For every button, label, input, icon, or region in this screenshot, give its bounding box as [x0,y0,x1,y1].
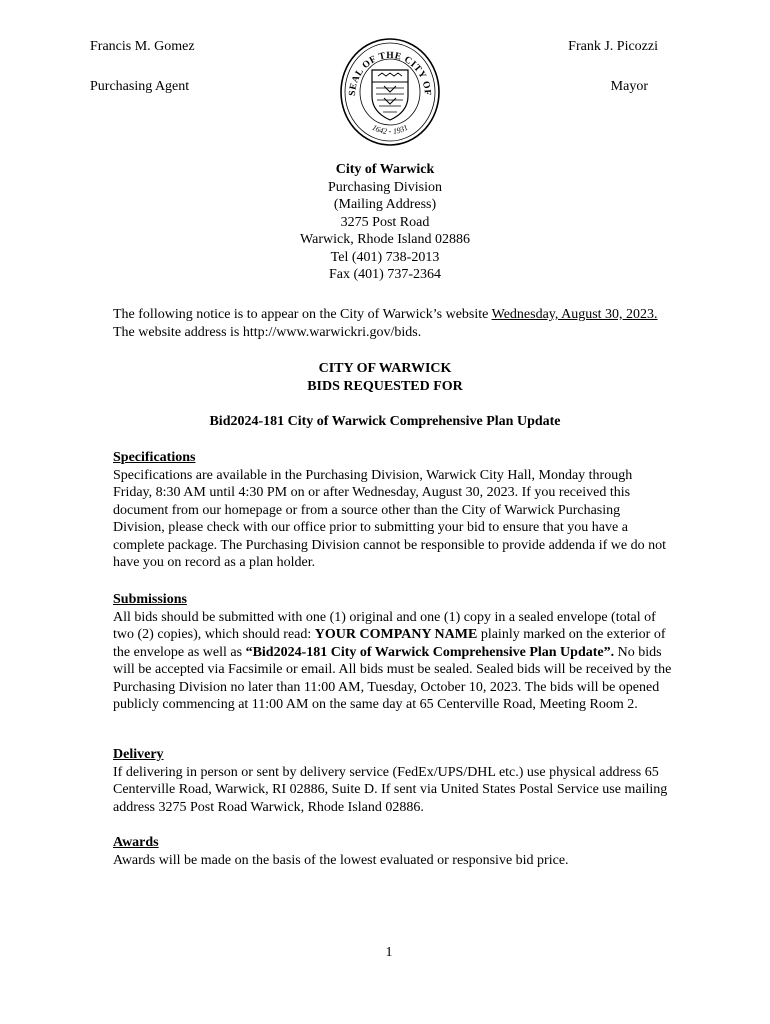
notice-suffix: The website address is http://www.warwickri.gov/bids. [113,324,422,340]
title-line-1: CITY OF WARWICK [318,361,452,376]
notice-prefix: The following notice is to appear on the City of Warwick’s website [113,307,492,322]
purchasing-agent-title: Purchasing Agent [90,79,190,94]
envelope-label: “Bid2024-181 City of Warwick Comprehensive Plan Update”. [245,644,615,660]
notice-paragraph [113,306,673,341]
submissions-text-1: All bids should be submitted with one (1) original and one (1) copy in a sealed envelope (total of two (2) copies), which should read: [113,609,656,642]
title-line-2: BIDS REQUESTED FOR [307,378,463,394]
city-seal-icon [338,36,442,148]
header-left [90,38,195,118]
mailing-label: (Mailing Address) [333,197,437,212]
address-block [0,161,770,284]
specifications-text: Specifications are available in the Purchasing Division, Warwick City Hall, Monday through Friday, 8:30 AM until 4:30 PM on or after Wednesday, August 30, 2023. If you received this document from our homepage or from a source other than the City of Warwick Purchasing Division, please check with our office prior to submitting your bid to ensure that you have a complete package. The Purchasing Division cannot be responsible to provide addenda if we do not have you on record as a plan holder. [113,467,666,570]
document-title [0,360,770,395]
awards-heading: Awards [113,835,159,850]
delivery-section [113,746,673,816]
submissions-text [113,609,673,714]
notice-date: Wednesday, August 30, 2023. [491,307,658,322]
submissions-heading: Submissions [113,592,187,607]
mayor-name: Frank J. Picozzi [568,39,658,54]
submissions-section [113,591,673,714]
fax: Fax (401) 737-2364 [329,267,441,282]
delivery-heading: Delivery [113,747,164,762]
submissions-text-3: No bids will be accepted via Facsimile or email. All bids must be sealed. Sealed bids will be received by the Purchasing Division no later than 11:00 AM, Tuesday, October 10, 2023. The bids will be opened publicly commencing at 11:00 AM on the same day at 65 Centerville Road, Meeting Room 2. [113,644,672,712]
purchasing-agent-name: Francis M. Gomez [90,39,195,54]
division-name: Purchasing Division [328,179,442,195]
street-address: 3275 Post Road [340,214,430,230]
city-state-zip: Warwick, Rhode Island 02886 [300,232,470,247]
header-right [568,38,658,118]
svg-text:SEAL OF THE CITY OF WARWICK, R: SEAL OF THE CITY OF [347,50,433,97]
company-name-placeholder: YOUR COMPANY NAME [314,627,478,642]
page-number: 1 [385,945,393,960]
awards-text: Awards will be made on the basis of the lowest evaluated or responsive bid price. [113,852,569,868]
svg-text:1642 - 1931: 1642 - 1931 [370,122,410,137]
specifications-heading: Specifications [113,450,196,465]
telephone: Tel (401) 738-2013 [330,249,440,265]
awards-section [113,834,673,869]
delivery-text: If delivering in person or sent by delivery service (FedEx/UPS/DHL etc.) use physical address 65 Centerville Road, Warwick, RI 02886, Suite D. If sent via United States Postal Service use mailing address 3275 Post Road Warwick, Rhode Island 02886. [113,764,668,815]
mayor-title: Mayor [610,79,648,94]
bid-title: Bid2024-181 City of Warwick Comprehensive Plan Update [209,414,561,429]
city-name: City of Warwick [335,162,435,177]
specifications-section [113,449,673,572]
submissions-text-2: plainly marked on the exterior of the envelope as well as [113,627,666,660]
